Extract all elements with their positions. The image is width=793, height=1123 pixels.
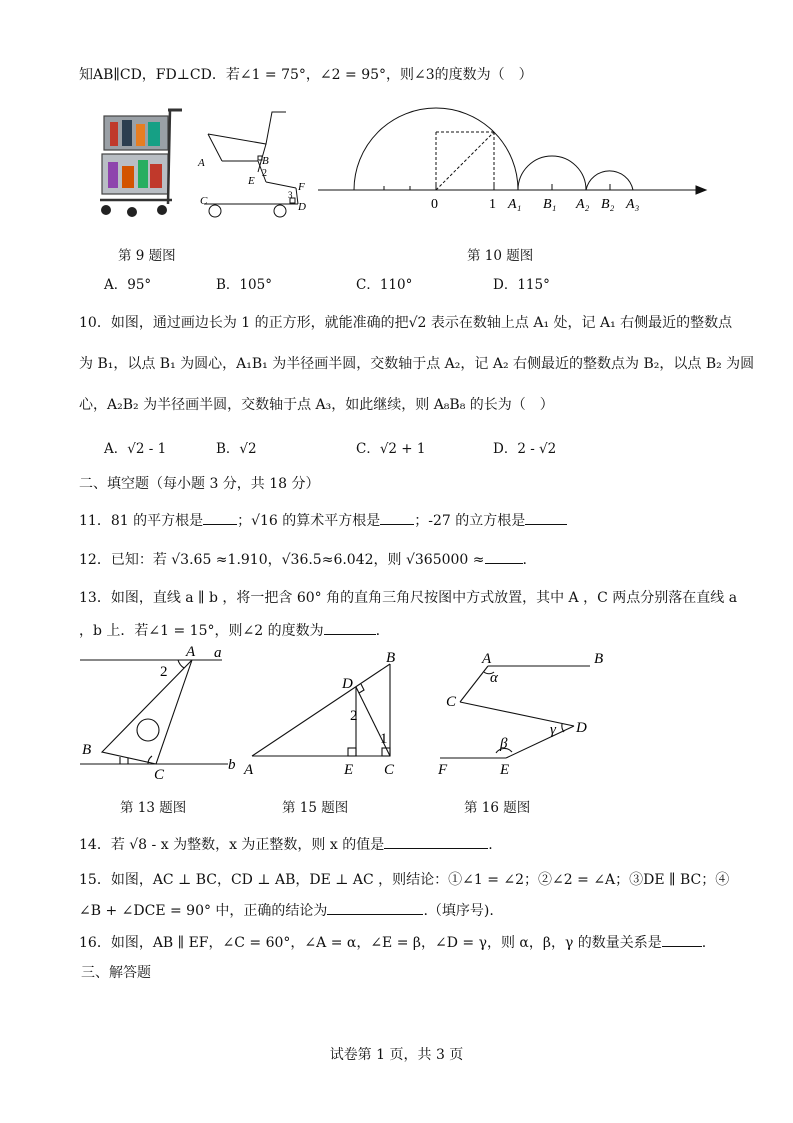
axis-arrow-icon — [696, 186, 706, 194]
fig10-label-0: 0 — [431, 197, 438, 212]
q14 — [79, 834, 493, 854]
fig9-caption: 第 9 题图 — [118, 248, 176, 264]
q11-blank2 — [380, 510, 414, 525]
fig9-label-a: A — [198, 157, 205, 169]
fig16-label-alpha: α — [490, 670, 498, 686]
q10-option-c: C．√2 + 1 — [356, 441, 426, 457]
fig16-diagram — [434, 648, 614, 778]
fig9-label-d: D — [298, 201, 306, 213]
fig16-label-d: D — [576, 720, 587, 736]
q10-line1: 10．如图，通过画边长为 1 的正方形，就能准确的把√2 表示在数轴上点 A₁ 处，记 A₁ 右侧最近的整数点 — [79, 315, 733, 331]
fig9-diagram — [92, 104, 312, 226]
q16-part2: . — [701, 935, 707, 951]
q10-option-a: A．√2 - 1 — [104, 441, 167, 457]
q12 — [79, 549, 527, 569]
fig10-label-1: 1 — [489, 197, 496, 212]
fig9-label-b: B — [262, 155, 269, 167]
fig9-label-f: F — [298, 181, 305, 193]
fig10-diagram — [318, 104, 710, 214]
segment-ab — [252, 664, 390, 756]
fig15-label-2: 2 — [350, 708, 358, 724]
fig16-label-c: C — [446, 694, 457, 710]
q13-line2 — [79, 620, 380, 640]
q9-option-b: B．105° — [216, 277, 272, 293]
fig15-diagram — [240, 648, 410, 780]
q13-line1: 13．如图，直线 a ∥ b ，将一把含 60° 角的直角三角尺按图中方式放置，其中 A ，C 两点分别落在直线 a — [79, 590, 738, 606]
q9-option-a: A．95° — [104, 277, 152, 293]
q13-line2-part2: . — [375, 623, 381, 639]
q16-blank — [662, 932, 702, 947]
fig10-label-a2: A₂ — [576, 197, 590, 212]
triangle-ruler — [102, 660, 192, 764]
q16-part1: 16．如图，AB ∥ EF，∠C = 60°，∠A = α，∠E = β，∠D = γ，则 α，β，γ 的数量关系是 — [79, 935, 662, 951]
cart-schematic — [204, 112, 298, 217]
section2-heading: 二、填空题（每小题 3 分，共 18 分） — [79, 476, 320, 492]
q11 — [79, 510, 567, 530]
q9-option-d: D．115° — [493, 277, 550, 293]
q14-part2: . — [488, 837, 493, 853]
q15-blank — [327, 900, 423, 915]
q15-line2-part1: ∠B + ∠DCE = 90° 中，正确的结论为 — [79, 903, 328, 919]
q14-part1: 14．若 √8 - x 为整数，x 为正整数，则 x 的值是 — [79, 837, 385, 853]
fig13-label-a-line: a — [214, 645, 222, 661]
fig16-label-e: E — [500, 762, 510, 778]
q11-blank3 — [525, 510, 567, 525]
fig9-label-2: 2 — [262, 168, 267, 179]
fig15-caption: 第 15 题图 — [282, 800, 349, 816]
fig15-label-1: 1 — [380, 731, 388, 747]
fig15-label-c: C — [384, 762, 395, 778]
fig16-label-f: F — [438, 762, 448, 778]
fig9-label-c: C — [200, 195, 208, 207]
segment-cd — [460, 702, 574, 726]
fig16-caption: 第 16 题图 — [464, 800, 531, 816]
q16 — [79, 932, 706, 952]
fig13-label-b-point: B — [82, 742, 92, 758]
fig10-label-a3: A₃ — [626, 197, 640, 212]
q13-line2-part1: ，b 上．若∠1 = 15°，则∠2 的度数为 — [79, 623, 324, 639]
q13-blank — [324, 620, 376, 635]
fig10-label-b1: B₁ — [543, 197, 557, 212]
q10-option-b: B．√2 — [216, 441, 257, 457]
fig13-diagram — [78, 642, 248, 780]
fig15-label-e: E — [344, 762, 354, 778]
fig16-label-a: A — [482, 651, 492, 667]
fig13-label-c: C — [154, 767, 165, 780]
fig13-label-b-line: b — [228, 757, 236, 773]
fig10-caption: 第 10 题图 — [467, 248, 534, 264]
q12-blank — [485, 549, 523, 564]
q10-line2: 为 B₁，以点 B₁ 为圆心，A₁B₁ 为半径画半圆，交数轴于点 A₂，记 A₂ 右侧最近的整数点为 B₂，以点 B₂ 为圆 — [79, 356, 755, 372]
fig9-label-3: 3 — [288, 190, 293, 200]
q15-line2 — [79, 900, 494, 920]
fig15-label-d: D — [342, 676, 353, 692]
q11-blank1 — [203, 510, 237, 525]
fig13-label-a-point: A — [186, 644, 196, 660]
q10-line3: 心，A₂B₂ 为半径画半圆，交数轴于点 A₃，如此继续，则 A₈B₈ 的长为（ ） — [79, 397, 554, 413]
fig15-label-b: B — [386, 650, 396, 666]
fig16-label-gamma: γ — [550, 722, 556, 738]
q10-option-d: D．2 - √2 — [493, 441, 557, 457]
q11-part1: 11．81 的平方根是 — [79, 513, 204, 529]
q12-part2: . — [522, 552, 527, 568]
fig13-label-2: 2 — [160, 664, 168, 680]
page-footer: 试卷第 1 页，共 3 页 — [329, 1047, 464, 1063]
q9-stem: 知AB∥CD，FD⊥CD．若∠1 = 75°，∠2 = 95°，则∠3的度数为（ ） — [79, 67, 533, 83]
q12-part1: 12．已知：若 √3.65 ≈1.910，√36.5≈6.042，则 √365000 ≈ — [79, 552, 485, 568]
fig10-label-a1: A₁ — [508, 197, 522, 212]
fig16-label-b: B — [594, 651, 604, 667]
segment-ac — [460, 666, 488, 702]
q14-blank — [384, 834, 488, 849]
fig10-label-b2: B₂ — [601, 197, 615, 212]
fig15-label-a: A — [244, 762, 254, 778]
q9-option-c: C．110° — [356, 277, 413, 293]
cart-photo — [100, 110, 182, 217]
q11-part2: ；√16 的算术平方根是 — [237, 513, 381, 529]
q15-line1: 15．如图，AC ⊥ BC，CD ⊥ AB，DE ⊥ AC ，则结论：①∠1 = ∠2；②∠2 = ∠A；③DE ∥ BC；④ — [79, 872, 730, 888]
fig13-caption: 第 13 题图 — [120, 800, 187, 816]
section3-heading: 三、解答题 — [81, 965, 151, 981]
ruler-hole — [137, 719, 159, 741]
fig9-label-e: E — [248, 175, 255, 187]
q11-part3: ；-27 的立方根是 — [414, 513, 526, 529]
q15-line2-part2: .（填序号). — [423, 903, 494, 919]
fig16-label-beta: β — [500, 736, 508, 752]
